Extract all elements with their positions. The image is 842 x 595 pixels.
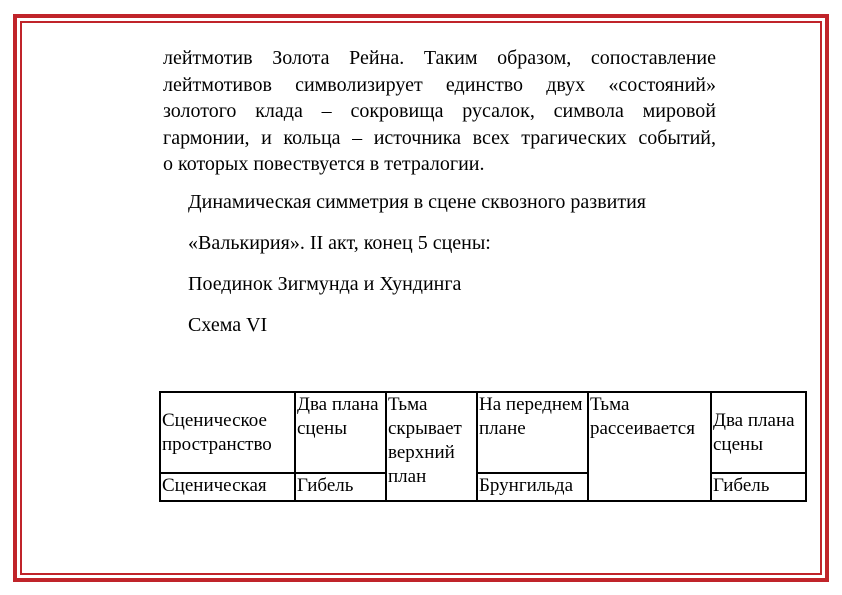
section-title: Динамическая симметрия в сцене сквозного развития: [188, 191, 646, 213]
paragraph-line: лейтмотивов символизирует единство двух «состояний»: [163, 73, 716, 96]
paragraph-line: гармонии, и кольца – источника всех трагических событий,: [163, 126, 716, 149]
scheme-table: [159, 391, 807, 502]
table-cell: Брунгильда: [477, 473, 588, 501]
table-cell: Два плана сцены: [295, 392, 386, 473]
table-cell: На переднем плане: [477, 392, 588, 473]
table-cell: Тьма скрывает верхний план: [386, 392, 477, 501]
table-cell: Гибель: [295, 473, 386, 501]
table-cell: Сценическое пространство: [160, 392, 295, 473]
table-cell: Тьма рассеивается: [588, 392, 711, 501]
scheme-label: Схема VI: [188, 314, 268, 336]
table-cell: Сценическая: [160, 473, 295, 501]
body-paragraph: [163, 45, 716, 178]
paragraph-line: лейтмотив Золота Рейна. Таким образом, сопоставление: [163, 47, 716, 69]
table-row: [160, 392, 806, 473]
section-subtitle: «Валькирия». II акт, конец 5 сцены:: [188, 232, 491, 254]
scene-title: Поединок Зигмунда и Хундинга: [188, 273, 462, 295]
table-cell: Два плана сцены: [711, 392, 806, 473]
table-cell: Гибель: [711, 473, 806, 501]
paragraph-line: о которых повествуется в тетралогии.: [163, 153, 485, 175]
paragraph-line: золотого клада – сокровища русалок, символа мировой: [163, 100, 716, 122]
